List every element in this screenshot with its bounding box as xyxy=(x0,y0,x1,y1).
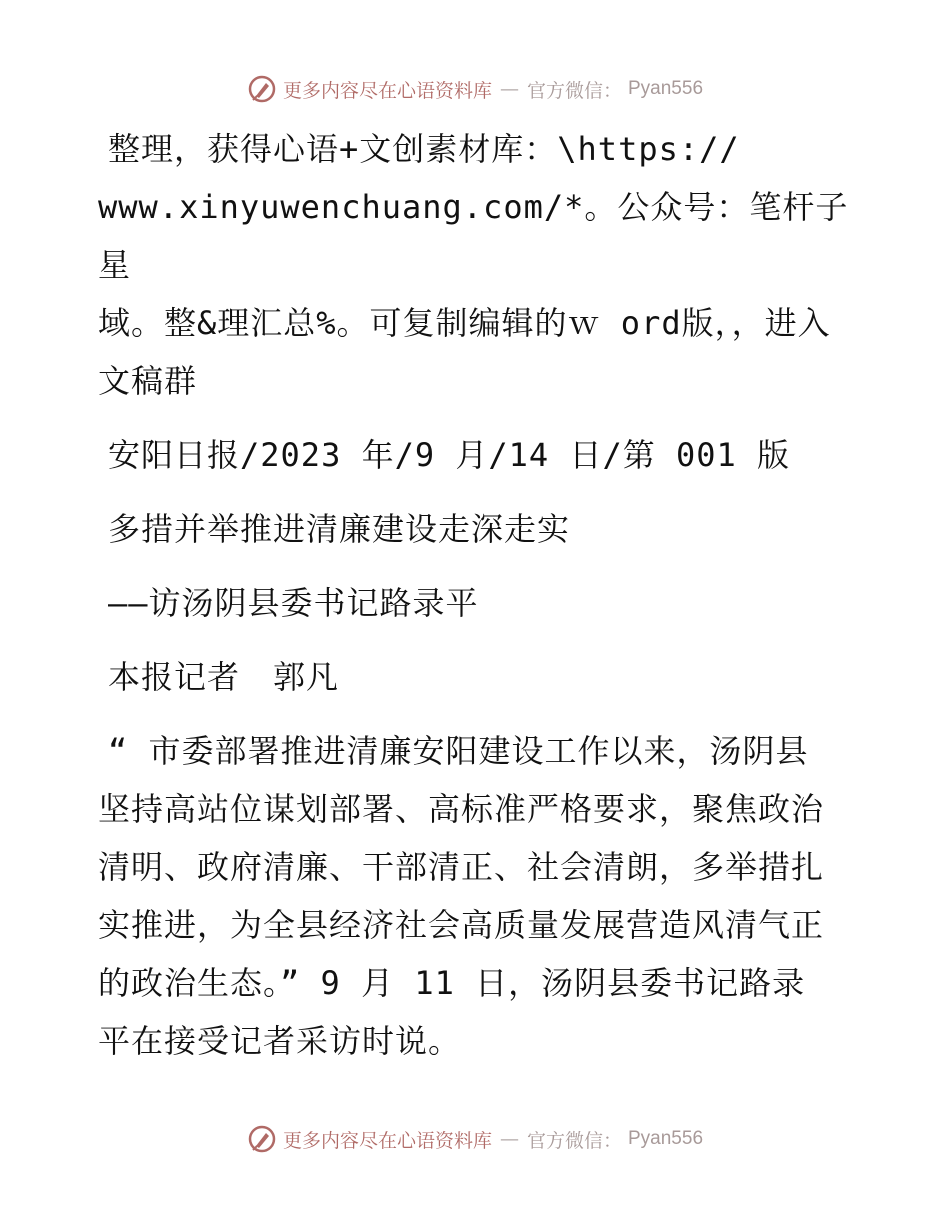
body-line-2: 坚持高站位谋划部署、高标准严格要求，聚焦政治 xyxy=(98,790,825,828)
body-line-1: “ 市委部署推进清廉安阳建设工作以来，汤阴县 xyxy=(108,732,809,770)
banner-contact-id: Pyan556 xyxy=(628,78,704,99)
intro-paragraph xyxy=(98,120,858,410)
banner-contact-id: Pyan556 xyxy=(628,1128,704,1149)
document-body xyxy=(98,120,858,1070)
banner-contact-label: 官方微信： xyxy=(526,79,622,102)
banner-separator: — xyxy=(499,78,519,100)
pen-logo-icon xyxy=(247,1124,277,1154)
banner-text: 更多内容尽在心语资料库 xyxy=(282,79,492,102)
headline: 多措并举推进清廉建设走深走实 xyxy=(108,510,571,548)
body-line-3: 清明、政府清廉、干部清正、社会清朗，多举措扎 xyxy=(98,848,825,886)
body-line-5: 的政治生态。” 9 月 11 日，汤阴县委书记路录 xyxy=(98,964,806,1002)
body-line-4: 实推进，为全县经济社会高质量发展营造风清气正 xyxy=(98,906,825,944)
banner-text: 更多内容尽在心语资料库 xyxy=(282,1129,492,1152)
intro-line-4: 文稿群 xyxy=(98,362,198,400)
banner-contact-label: 官方微信： xyxy=(526,1129,622,1152)
footer-watermark-banner xyxy=(0,1124,950,1154)
source-line: 安阳日报/2023 年/9 月/14 日/第 001 版 xyxy=(108,436,791,474)
intro-line-2: www.xinyuwenchuang.com/*。公众号：笔杆子星 xyxy=(98,188,849,284)
body-paragraph xyxy=(98,722,858,1070)
subheadline: ——访汤阴县委书记路录平 xyxy=(108,584,479,622)
pen-logo-icon xyxy=(247,74,277,104)
header-watermark-banner xyxy=(0,74,950,104)
body-line-6: 平在接受记者采访时说。 xyxy=(98,1022,462,1060)
intro-line-3: 域。整&理汇总%。可复制编辑的ｗ ord版，，进入 xyxy=(98,304,831,342)
banner-separator: — xyxy=(499,1128,519,1150)
byline: 本报记者 郭凡 xyxy=(108,658,340,696)
intro-line-1: 整理，获得心语+文创素材库：\https:// xyxy=(108,130,740,168)
